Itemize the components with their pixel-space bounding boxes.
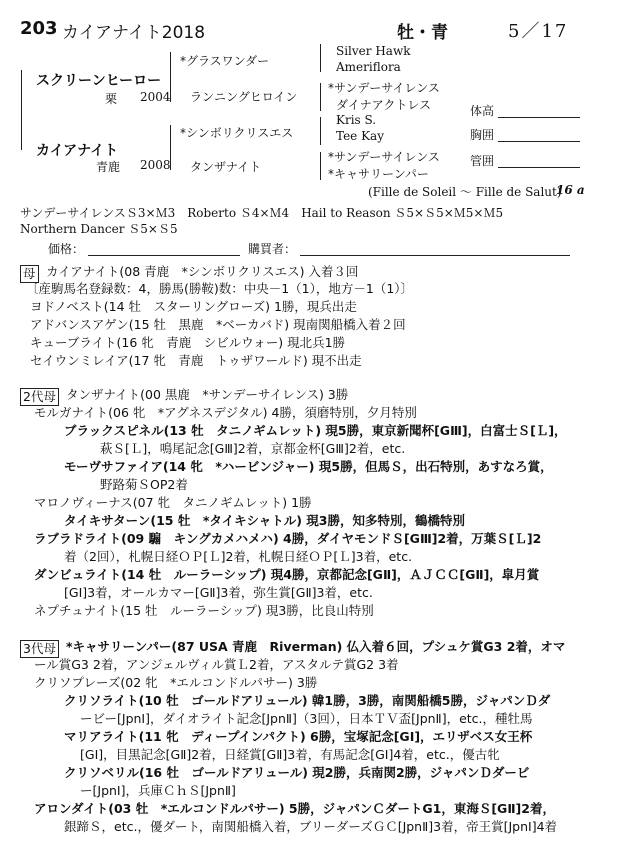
birth-date: 5／17 (508, 21, 569, 42)
pedigree-line (320, 44, 321, 72)
sire-color: 栗 (105, 92, 118, 106)
second-dam-line: タイキサターン(15 牡 *タイキシャトル) 現3勝，知多特別，鶴橋特別 (64, 513, 466, 528)
height-label: 体高 (470, 104, 495, 118)
sire-year: 2004 (140, 90, 171, 104)
great-grandparent: Kris S. (336, 113, 377, 127)
great-grandparent: *サンデーサイレンス (328, 81, 440, 95)
dam-color: 青鹿 (96, 160, 121, 174)
inbreeding-line-1: サンデーサイレンスＳ3×Ｍ3 Roberto Ｓ4×Ｍ4 Hail to Reason Ｓ5×Ｓ5×Ｍ5×Ｍ5 (20, 206, 504, 220)
great-grandparent: *サンデーサイレンス (328, 150, 440, 164)
third-dam-line: アロンダイト(03 牡 *エルコンドルパサー) 5勝，ジャパンＣダートG1，東海Ｓ[GⅡ]2着， (34, 801, 555, 816)
third-dam-line: クリソベリル(16 牡 ゴールドアリュール) 現2勝，兵南関2勝，ジャパンＤダービ (64, 765, 530, 780)
pedigree-line (320, 152, 321, 180)
dam-line: セイウンミレイア(17 牝 青鹿 トゥザワールド) 現不出走 (30, 353, 362, 368)
second-dam-line: モーヴサファイア(14 牝 *ハービンジャー) 現5勝，但馬Ｓ，出石特別，あすなろ賞， (64, 459, 553, 474)
buyer-field[interactable] (300, 255, 570, 256)
sex-color: 牡・青 (397, 23, 448, 43)
second-dam-line: 萩Ｓ[Ｌ]，鳴尾記念[GⅢ]2着，京都金杯[GⅢ]2着，etc. (100, 441, 406, 456)
grandparent: ランニングヒロイン (190, 90, 298, 104)
grandparent: タンザナイト (190, 160, 262, 174)
family-note: (Fille de Soleil ～ Fille de Salut) (368, 185, 562, 199)
pedigree-line (320, 83, 321, 111)
section-tag-second-dam: 2代母 (20, 388, 59, 406)
sire-name: スクリーンヒーロー (36, 73, 162, 89)
dam-year: 2008 (140, 158, 171, 172)
third-dam-line: ービー[JpnⅠ]，ダイオライト記念[JpnⅡ]（3回），日本ＴＶ盃[JpnⅡ]，etc.，種牡馬 (80, 711, 533, 726)
third-dam-line: ー[JpnⅠ]，兵庫ＣｈＳ[JpnⅡ] (80, 783, 236, 798)
family-number: 16 a (556, 183, 585, 197)
third-dam-line: 銀蹄Ｓ，etc.，優ダート，南関船橋入着，ブリーダーズＧＣ[JpnⅡ]3着，帝王賞[JpnⅠ]4着 (64, 819, 558, 834)
second-dam-line: モルガナイト(06 牝 *アグネスデジタル) 4勝，須磨特別，夕月特別 (34, 405, 417, 420)
great-grandparent: Silver Hawk (336, 44, 411, 58)
third-dam-line: クリソライト(10 牡 ゴールドアリュール) 韓1勝，3勝，南関船橋5勝，ジャパンＤダ (64, 693, 551, 708)
second-dam-line: ネプチュナイト(15 牡 ルーラーシップ) 現3勝，比良山特別 (34, 603, 374, 618)
great-grandparent: Ameriflora (336, 60, 401, 74)
cannon-label: 管囲 (470, 154, 495, 168)
great-grandparent: Tee Kay (336, 129, 384, 143)
horse-name: カイアナイト2018 (62, 23, 206, 43)
dam-line: キューブライト(16 牝 青鹿 シビルウォー) 現北兵1勝 (30, 335, 346, 350)
third-dam-line: ール賞G3 2着，アンジェルヴィル賞Ｌ2着，アスタルテ賞G2 3着 (34, 657, 399, 672)
second-dam-head: タンザナイト(00 黒鹿 *サンデーサイレンス) 3勝 (66, 387, 349, 402)
grandparent: *シンボリクリスエス (180, 126, 294, 140)
second-dam-line: マロノヴィーナス(07 牝 タニノギムレット) 1勝 (34, 495, 312, 510)
grandparent: *グラスワンダー (180, 54, 270, 68)
inbreeding-line-2: Northern Dancer Ｓ5×Ｓ5 (20, 222, 178, 236)
third-dam-line: [GⅠ]，目黒記念[GⅡ]2着，日経賞[GⅡ]3着，有馬記念[GⅠ]4着，etc.，優古牝 (80, 747, 500, 762)
catalog-number: 203 (20, 18, 58, 39)
price-label: 価格： (48, 242, 85, 256)
cannon-field[interactable] (498, 167, 580, 168)
dam-line: アドバンスアゲン(15 牡 黒鹿 *ベーカバド) 現南関船橋入着２回 (30, 317, 406, 332)
dam-name: カイアナイト (36, 143, 119, 159)
dam-line: カイアナイト(08 青鹿 *シンボリクリスエス) 入着３回 (46, 264, 359, 279)
height-field[interactable] (498, 117, 580, 118)
great-grandparent: *キャサリーンパー (328, 167, 429, 181)
second-dam-line: 着（2回），札幌日経ＯＰ[Ｌ]2着，札幌日経ＯＰ[Ｌ]3着，etc. (64, 549, 413, 564)
second-dam-line: [GⅠ]3着，オールカマー[GⅡ]3着，弥生賞[GⅡ]3着，etc. (64, 585, 373, 600)
second-dam-line: ダンビュライト(14 牡 ルーラーシップ) 現4勝，京都記念[GⅡ]，ＡＪＣＣ[GⅡ]，皐月賞 (34, 567, 540, 582)
buyer-label: 購買者： (248, 242, 297, 256)
chest-label: 胸囲 (470, 128, 495, 142)
second-dam-line: 野路菊ＳOP2着 (100, 477, 188, 492)
third-dam-line: マリアライト(11 牝 ディープインパクト) 6勝，宝塚記念[GⅠ]，エリザベス女王杯 (64, 729, 533, 744)
chest-field[interactable] (498, 141, 580, 142)
dam-line: ヨドノベスト(14 牡 スターリングローズ) 1勝，現兵出走 (30, 299, 357, 314)
dam-line: 〔産駒馬名登録数：4，勝馬(勝鞍)数：中央－1（1），地方－1（1）〕 (26, 281, 414, 296)
price-field[interactable] (88, 255, 240, 256)
third-dam-head: *キャサリーンパー(87 USA 青鹿 Riverman) 仏入着６回，プシュケ賞G3 2着，オマ (66, 639, 566, 654)
pedigree-line (320, 117, 321, 145)
second-dam-line: ブラックスピネル(13 牡 タニノギムレット) 現5勝，東京新聞杯[GⅢ]，白富士Ｓ[Ｌ]， (64, 423, 567, 438)
section-tag-third-dam: 3代母 (20, 640, 59, 658)
section-tag-dam: 母 (20, 265, 39, 283)
great-grandparent: ダイナアクトレス (336, 98, 432, 112)
pedigree-line (21, 70, 22, 150)
second-dam-line: ラブラドライト(09 騸 キングカメハメハ) 4勝，ダイヤモンドＳ[GⅢ]2着，万葉Ｓ[Ｌ]2 (34, 531, 542, 546)
third-dam-line: クリソプレーズ(02 牝 *エルコンドルパサー) 3勝 (34, 675, 318, 690)
